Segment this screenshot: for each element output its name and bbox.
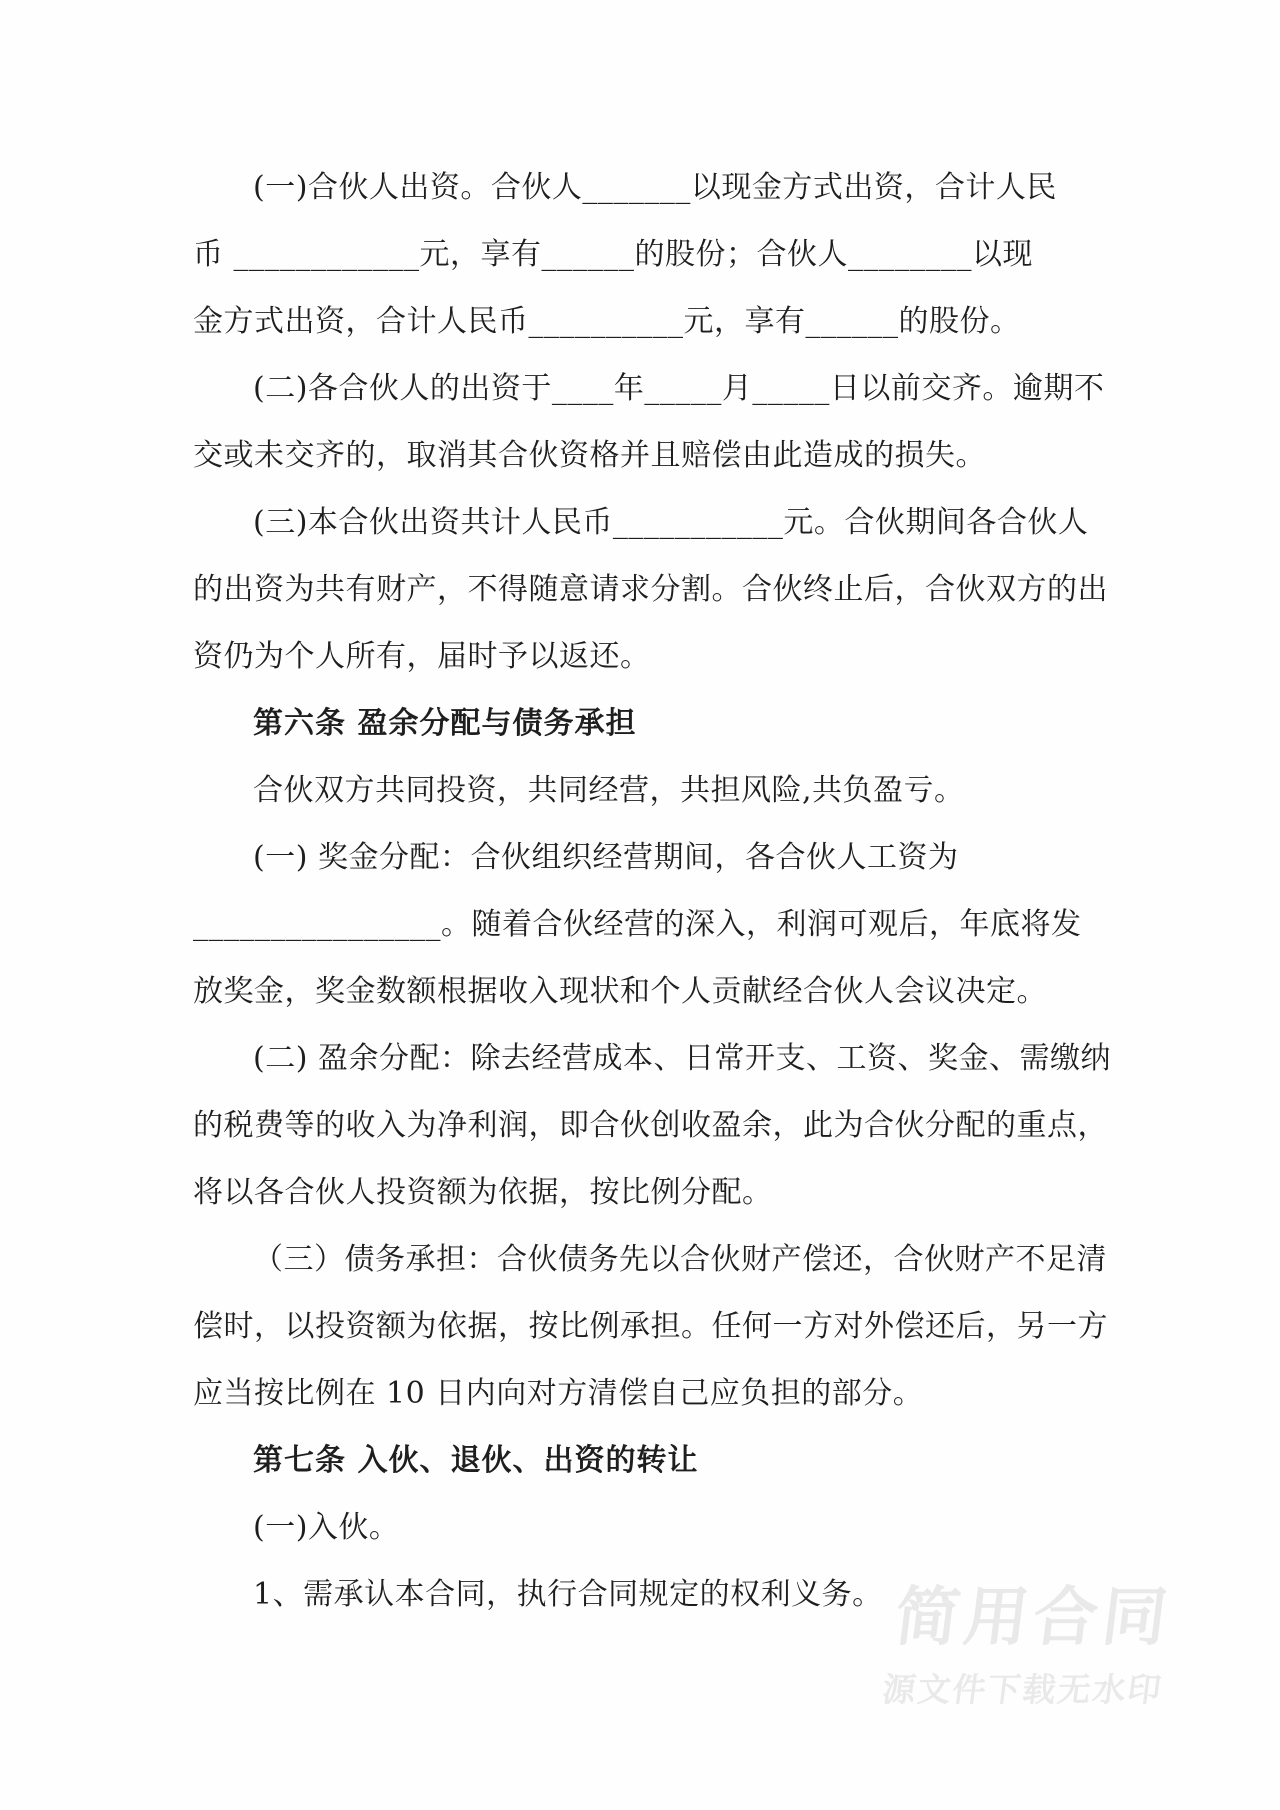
document-line: 币 ____________元，享有______的股份；合伙人________以现 [193, 237, 1034, 272]
document-line: 交或未交齐的，取消其合伙资格并且赔偿由此造成的损失。 [193, 438, 986, 473]
document-line: (一) 奖金分配：合伙组织经营期间，各合伙人工资为 [253, 840, 959, 875]
document-line: 放奖金，奖金数额根据收入现状和个人贡献经合伙人会议决定。 [193, 974, 1047, 1009]
document-line: 合伙双方共同投资，共同经营，共担风险,共负盈亏。 [253, 773, 965, 808]
document-line: (三)本合伙出资共计人民币___________元。合伙期间各合伙人 [253, 505, 1089, 540]
document-line: 将以各合伙人投资额为依据，按比例分配。 [193, 1175, 773, 1210]
document-line: (二)各合伙人的出资于____年_____月_____日以前交齐。逾期不 [253, 371, 1105, 406]
clause-heading: 第六条 盈余分配与债务承担 [253, 706, 637, 741]
document-line: 1、需承认本合同，执行合同规定的权利义务。 [253, 1577, 883, 1612]
document-line: （三）债务承担：合伙债务先以合伙财产偿还，合伙财产不足清 [253, 1242, 1107, 1277]
watermark-title: 简用合同 [890, 1581, 1176, 1655]
watermark-subtitle: 源文件下载无水印 [880, 1670, 1166, 1709]
document-line: 的出资为共有财产，不得随意请求分割。合伙终止后，合伙双方的出 [193, 572, 1108, 607]
watermark [880, 1581, 1176, 1709]
document-line: (一)入伙。 [253, 1510, 400, 1545]
document-line: ________________。随着合伙经营的深入，利润可观后，年底将发 [193, 907, 1082, 942]
document-line: 金方式出资，合计人民币__________元，享有______的股份。 [193, 304, 1021, 339]
document-line: (一)合伙人出资。合伙人_______以现金方式出资，合计人民 [253, 170, 1057, 205]
clause-heading: 第七条 入伙、退伙、出资的转让 [253, 1443, 699, 1478]
contract-text-block [193, 154, 1111, 1628]
document-line: 应当按比例在 10 日内向对方清偿自己应负担的部分。 [193, 1376, 924, 1411]
document-line: 资仍为个人所有，届时予以返还。 [193, 639, 651, 674]
document-line: 偿时，以投资额为依据，按比例承担。任何一方对外偿还后，另一方 [193, 1309, 1108, 1344]
document-line: (二) 盈余分配：除去经营成本、日常开支、工资、奖金、需缴纳 [253, 1041, 1111, 1076]
document-line: 的税费等的收入为净利润，即合伙创收盈余，此为合伙分配的重点， [193, 1108, 1108, 1143]
